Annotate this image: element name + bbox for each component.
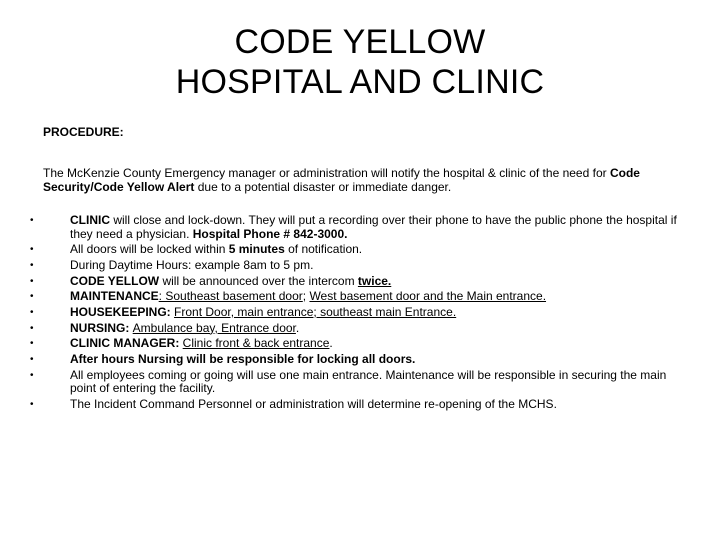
item-text: All doors will be locked within (70, 242, 229, 257)
bullet-icon: • (30, 244, 34, 256)
intro-text-1: The McKenzie County Emergency manager or administration will notify the hospital & clinic of the need for (43, 166, 610, 180)
item-label: CLINIC (70, 213, 110, 227)
list-item (30, 290, 680, 304)
item-text: All employees coming or going will use one main entrance. Maintenance will be responsible in securing the main point of entering the facility. (70, 367, 667, 396)
item-location: : Southeast basement door (158, 289, 303, 304)
intro-paragraph (43, 166, 683, 194)
list-item (30, 398, 680, 412)
list-item (30, 275, 680, 289)
item-location: Clinic front & back entrance (182, 336, 330, 351)
item-text: The Incident Command Personnel or administration will determine re-opening of the MCHS. (70, 396, 557, 411)
list-item (30, 259, 680, 273)
item-text: . (295, 320, 300, 335)
intro-alert-name: Code Security/Code Yellow Alert (43, 166, 640, 194)
item-label: MAINTENANCE (70, 289, 159, 304)
item-text: will be announced over the intercom (159, 273, 358, 288)
item-text: . (329, 336, 333, 351)
item-text: After hours Nursing will be responsible for locking all doors. (70, 352, 416, 366)
item-text: will close and lock-down. They will put a recording over their phone to have the public phone the hospital if they need a physician. (70, 213, 677, 241)
list-item (30, 353, 680, 367)
bullet-icon: • (30, 322, 34, 334)
bullet-icon: • (30, 259, 34, 271)
bullet-icon: • (30, 275, 34, 287)
hospital-phone: Hospital Phone # 842-3000. (192, 226, 348, 241)
item-emphasis: 5 minutes (228, 242, 285, 257)
item-text: ; (302, 289, 310, 304)
item-location: West basement door and the Main entrance. (309, 289, 547, 304)
bullet-icon: • (30, 215, 34, 226)
bullet-icon: • (30, 306, 34, 318)
list-item (30, 369, 680, 396)
list-item (30, 337, 680, 351)
item-label: HOUSEKEEPING: (70, 304, 175, 319)
bullet-icon: • (30, 369, 34, 381)
procedure-list (30, 214, 680, 414)
item-label: NURSING: (70, 320, 133, 335)
list-item (30, 306, 680, 320)
item-label: CODE YELLOW (70, 273, 160, 288)
bullet-icon: • (30, 291, 34, 303)
title-line-2: HOSPITAL AND CLINIC (175, 63, 545, 101)
bullet-icon: • (30, 398, 34, 410)
list-item (30, 243, 680, 257)
intro-text-3: due to a potential disaster or immediate danger. (194, 180, 452, 194)
item-label: CLINIC MANAGER: (70, 336, 183, 351)
item-location: Ambulance bay, Entrance door (132, 320, 296, 335)
item-text: During Daytime Hours: example 8am to 5 pm. (70, 257, 314, 272)
list-item (30, 214, 680, 241)
item-location: Front Door, main entrance; southeast main Entrance. (174, 304, 457, 319)
item-text: of notification. (284, 242, 363, 257)
procedure-heading: PROCEDURE: (43, 125, 124, 139)
page-title (0, 22, 720, 102)
title-line-1: CODE YELLOW (234, 23, 486, 61)
bullet-icon: • (30, 354, 34, 365)
bullet-icon: • (30, 338, 34, 350)
list-item (30, 322, 680, 336)
item-emphasis: twice. (357, 273, 392, 288)
